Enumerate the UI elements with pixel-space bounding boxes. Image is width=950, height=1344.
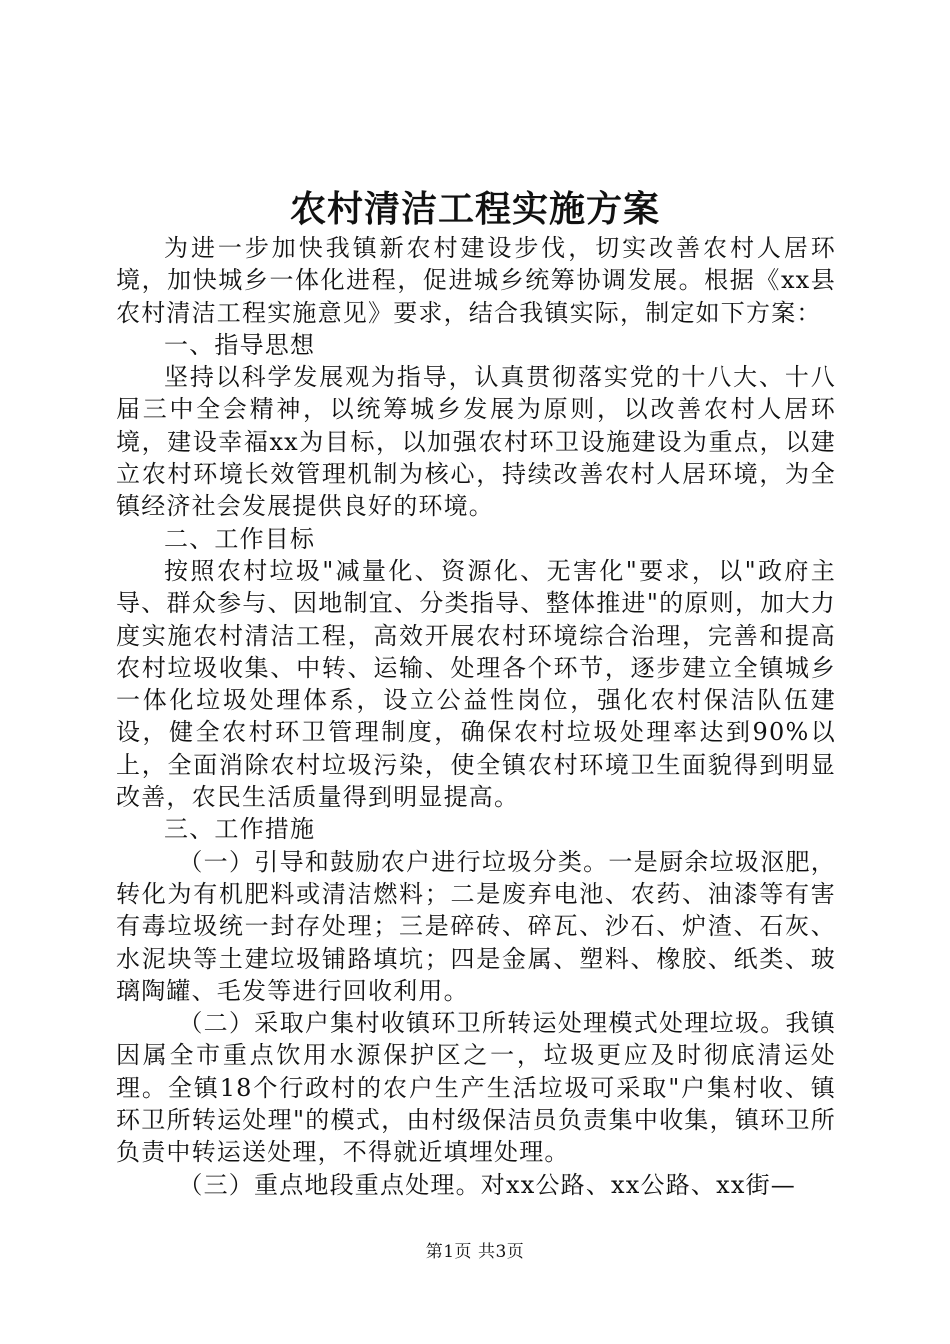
section-heading-work-goals: 二、工作目标 [164, 524, 316, 553]
work-goals-paragraph: 按照农村垃圾"减量化、资源化、无害化"要求，以"政府主导、群众参与、因地制宜、分类指导、整体推进"的原则，加大力度实施农村清洁工程，高效开展农村环境综合治理，完善和提高农村垃圾收集、中转、运输、处理各个环节，逐步建立全镇城乡一体化垃圾处理体系，设立公益性岗位，强化农村保洁队伍建设，健全农村环卫管理制度，确保农村垃圾处理率达到90%以上，全面消除农村垃圾污染，使全镇农村环境卫生面貌得到明显改善，农民生活质量得到明显提高。 [116, 556, 836, 812]
section-heading-work-measures: 三、工作措施 [164, 815, 316, 844]
intro-paragraph: 为进一步加快我镇新农村建设步伐，切实改善农村人居环境，加快城乡一体化进程，促进城乡统筹协调发展。根据《xx县农村清洁工程实施意见》要求，结合我镇实际，制定如下方案： [116, 234, 836, 327]
document-title: 农村清洁工程实施方案 [289, 188, 660, 230]
section-heading-guiding-thought: 一、指导思想 [164, 330, 316, 359]
document-body [116, 232, 836, 1201]
guiding-thought-paragraph: 坚持以科学发展观为指导，认真贯彻落实党的十八大、十八届三中全会精神，以统筹城乡发展为原则，以改善农村人居环境，建设幸福xx为目标，以加强农村环卫设施建设为重点，以建立农村环境长效管理机制为核心，持续改善农村人居环境，为全镇经济社会发展提供良好的环境。 [116, 363, 836, 521]
measure-3-paragraph: （三）重点地段重点处理。对xx公路、xx公路、xx街— [178, 1170, 797, 1199]
measure-1-paragraph: （一）引导和鼓励农户进行垃圾分类。一是厨余垃圾沤肥，转化为有机肥料或清洁燃料；二是废弃电池、农药、油漆等有害有毒垃圾统一封存处理；三是碎砖、碎瓦、沙石、炉渣、石灰、水泥块等土建垃圾铺路填坑；四是金属、塑料、橡胶、纸类、玻璃陶罐、毛发等进行回收利用。 [116, 847, 836, 1005]
page-number-footer: 第1页 共3页 [425, 1242, 525, 1262]
measure-2-paragraph: （二）采取户集村收镇环卫所转运处理模式处理垃圾。我镇因属全市重点饮用水源保护区之一，垃圾更应及时彻底清运处理。全镇18个行政村的农户生产生活垃圾可采取"户集村收、镇环卫所转运处理"的模式，由村级保洁员负责集中收集，镇环卫所负责中转运送处理，不得就近填埋处理。 [116, 1009, 836, 1167]
